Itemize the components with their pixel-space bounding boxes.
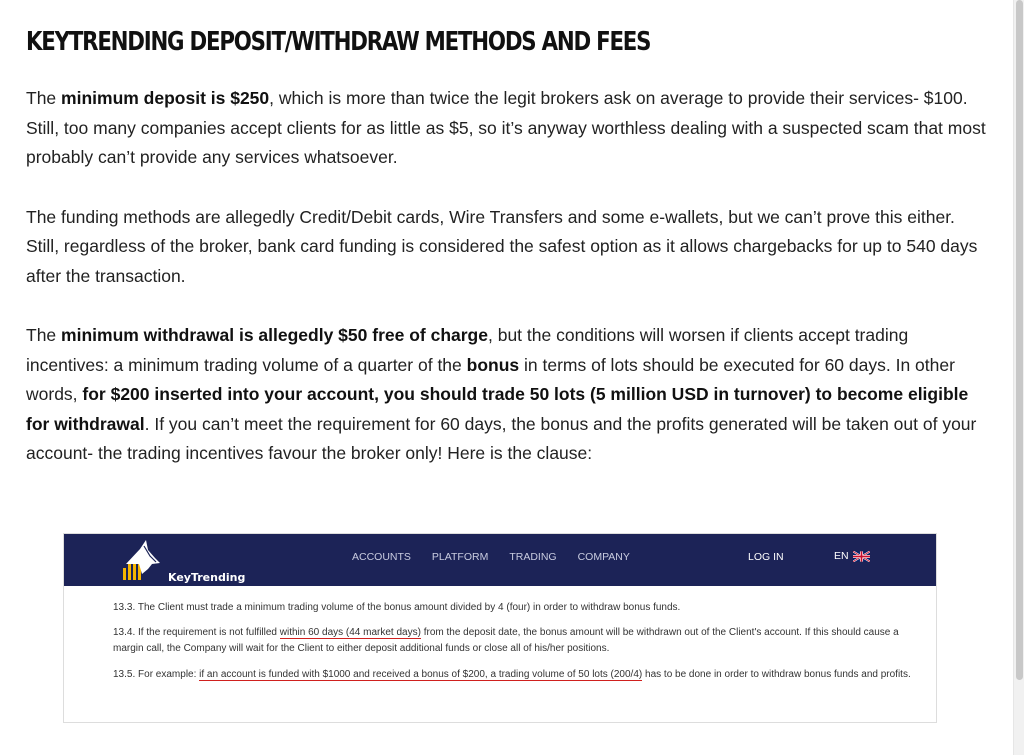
scrollbar-thumb[interactable] xyxy=(1016,0,1023,680)
text: has to be done in order to withdraw bonus funds and profits. xyxy=(642,669,911,680)
terms-screenshot xyxy=(63,533,937,723)
paragraph-deposit xyxy=(26,84,986,173)
login-link[interactable]: LOG IN xyxy=(748,551,784,563)
bold-text: minimum withdrawal is allegedly $50 free of charge xyxy=(61,325,488,345)
nav-menu xyxy=(352,551,651,563)
text: The xyxy=(26,88,62,108)
language-selector[interactable] xyxy=(834,550,870,562)
clause-13-5 xyxy=(113,667,913,683)
language-label: EN xyxy=(834,550,849,562)
bold-text: bonus xyxy=(466,354,520,375)
site-navbar xyxy=(64,534,936,586)
page-scrollbar[interactable] xyxy=(1013,0,1024,755)
section-heading: KEYTRENDING DEPOSIT/WITHDRAW METHODS AND FEES xyxy=(26,27,651,57)
clause-13-3: 13.3. The Client must trade a minimum trading volume of the bonus amount divided by 4 (four) in order to withdraw bonus funds. xyxy=(113,602,681,613)
paragraph-withdrawal xyxy=(26,321,986,469)
nav-accounts[interactable]: ACCOUNTS xyxy=(352,551,411,563)
clause-13-4 xyxy=(113,625,913,657)
underlined-text: if an account is funded with $1000 and received a bonus of $200, a trading volume of 50 lots (200/4) xyxy=(199,669,643,680)
text: The xyxy=(26,325,62,345)
nav-company[interactable]: COMPANY xyxy=(577,551,630,563)
article xyxy=(26,0,986,469)
paragraph-funding: The funding methods are allegedly Credit/Debit cards, Wire Transfers and some e-wallets, but we can’t prove this either. Still, regardless of the broker, bank card funding is considered the safest option as it allows chargebacks for up to 540 days after the transaction. xyxy=(26,206,978,286)
bold-text: for $200 inserted into your account, you should trade 50 lots (5 million USD in turnover) to become eligible for withdrawal xyxy=(26,384,969,434)
text: from the deposit date, the bonus amount will be withdrawn out of the Client's account. If this should cause a margin call, the Company will wait for the Client to either deposit additional funds or close all of his/her positions. xyxy=(113,627,899,654)
text: 13.5. For example: xyxy=(113,669,200,680)
text: , which is more than twice the legit brokers ask on average to provide their services- $100. Still, too many companies accept clients for as little as $5, so it’s anyway worthless dealing with a suspected scam that most probably can’t provide any services whatsoever. xyxy=(26,88,986,167)
nav-platform[interactable]: PLATFORM xyxy=(431,551,489,563)
uk-flag-icon xyxy=(853,551,870,562)
terms-clauses xyxy=(113,592,913,683)
brand-name: KeyTrending xyxy=(168,571,246,584)
text: , but the conditions will worsen if clients accept trading incentives: a minimum trading volume of a quarter of the xyxy=(26,325,909,375)
text: in terms of lots should be executed for 60 days. In other words, xyxy=(26,354,955,404)
text: . If you can’t meet the requirement for 60 days, the bonus and the profits generated will be taken out of your account- the trading incentives favour the broker only! Here is the clause: xyxy=(26,413,977,463)
text: 13.4. If the requirement is not fulfilled xyxy=(113,627,280,638)
underlined-text: within 60 days (44 market days) xyxy=(279,627,421,638)
nav-trading[interactable]: TRADING xyxy=(509,551,557,563)
bold-text: minimum deposit is $250 xyxy=(61,88,270,108)
